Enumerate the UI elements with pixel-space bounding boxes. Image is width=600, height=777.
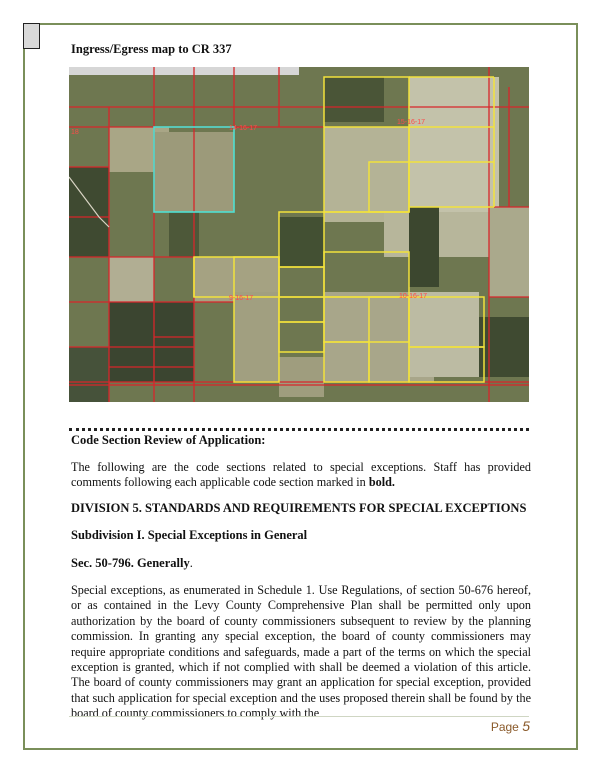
- intro-paragraph: The following are the code sections related to special exceptions. Staff has provided comments following each applicable code section marked in bold.: [71, 460, 531, 490]
- map-graphic: [69, 67, 529, 402]
- section-body: Special exceptions, as enumerated in Schedule 1. Use Regulations, of section 50-676 hereof, or as contained in the Levy County Comprehensive Plan shall be permitted only upon authorization by the board of county commissioners subsequent to review by the planning commission. In granting any special exception, the board of county commissioners may require appropriate conditions and safeguards, made a part of the terms on which the special exception is granted, which if not complied with shall be deemed a violation of this article. The board of county commissioners may grant an application for special exception, provided that such application for special exception and the uses proposed therein shall be found by the board of county commissioners to comply with the: [71, 583, 531, 721]
- map-heading: Ingress/Egress map to CR 337: [71, 42, 232, 56]
- page-number: Page 5: [490, 718, 530, 734]
- aerial-map: [69, 67, 529, 402]
- code-review-heading: Code Section Review of Application:: [71, 433, 266, 447]
- map-label: 10-16-17: [399, 293, 428, 300]
- division-heading: DIVISION 5. STANDARDS AND REQUIREMENTS FOR SPECIAL EXCEPTIONS: [71, 501, 527, 515]
- subdivision-heading: Subdivision I. Special Exceptions in General: [71, 528, 308, 542]
- map-label: 9-16-17: [229, 295, 254, 302]
- section-divider: [69, 428, 529, 431]
- corner-marker: [23, 23, 40, 49]
- map-label: 18: [71, 129, 79, 136]
- map-label: 14-16-17: [229, 125, 258, 132]
- footer-rule: [69, 716, 529, 717]
- map-label: 15-16-17: [397, 119, 426, 126]
- section-heading: Sec. 50-796. Generally.: [71, 556, 193, 570]
